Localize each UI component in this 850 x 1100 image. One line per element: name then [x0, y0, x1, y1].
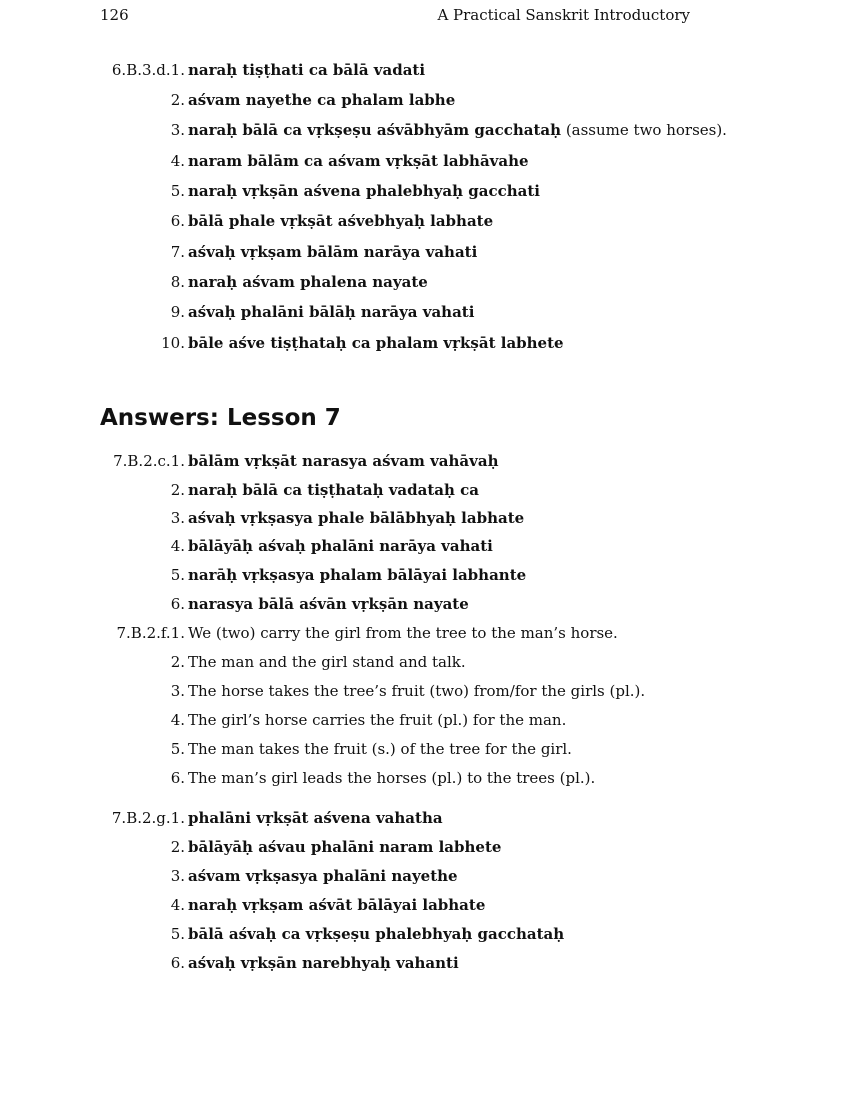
item-number: 3.	[170, 867, 185, 885]
sanskrit-answer: naram bālām ca aśvam vṛkṣāt labhāvahe	[188, 152, 529, 170]
english-answer: We (two) carry the girl from the tree to the man’s horse.	[188, 624, 618, 642]
sanskrit-answer: bālāyāḥ aśvaḥ phalāni narāya vahati	[188, 537, 493, 555]
sanskrit-answer: aśvam vṛkṣasya phalāni nayethe	[188, 867, 458, 885]
item-number: 6.	[170, 954, 185, 972]
sanskrit-answer: naraḥ vṛkṣān aśvena phalebhyaḥ gacchati	[188, 182, 540, 200]
sanskrit-answer: bālāyāḥ aśvau phalāni naram labhete	[188, 838, 502, 856]
english-answer: The man takes the fruit (s.) of the tree for the girl.	[188, 740, 572, 758]
sanskrit-answer: aśvam nayethe ca phalam labhe	[188, 91, 456, 109]
item-number: 3.	[170, 509, 185, 527]
item-number: 4.	[170, 711, 185, 729]
item-number: 8.	[170, 273, 185, 291]
sanskrit-answer: narasya bālā aśvān vṛkṣān nayate	[188, 595, 469, 613]
sanskrit-answer: aśvaḥ vṛkṣasya phale bālābhyaḥ labhate	[188, 509, 525, 527]
page-number: 126	[100, 6, 129, 24]
lesson-7-heading: Answers: Lesson 7	[100, 405, 341, 431]
sanskrit-answer: naraḥ bālā ca vṛkṣeṣu aśvābhyām gacchataḥ	[188, 121, 562, 139]
sanskrit-answer: naraḥ vṛkṣam aśvāt bālāyai labhate	[188, 896, 486, 914]
sanskrit-answer: aśvaḥ phalāni bālāḥ narāya vahati	[188, 303, 475, 321]
sanskrit-answer: aśvaḥ vṛkṣān narebhyaḥ vahanti	[188, 954, 459, 972]
running-title: A Practical Sanskrit Introductory	[437, 6, 690, 24]
item-number: 4.	[170, 896, 185, 914]
answer-with-note	[188, 119, 727, 141]
sanskrit-answer: phalāni vṛkṣāt aśvena vahatha	[188, 809, 443, 827]
item-number: 6.	[170, 595, 185, 613]
sanskrit-answer: naraḥ aśvam phalena nayate	[188, 273, 428, 291]
sanskrit-answer: naraḥ tiṣṭhati ca bālā vadati	[188, 61, 426, 79]
item-number: 10.	[161, 334, 185, 352]
sanskrit-answer: bālā phale vṛkṣāt aśvebhyaḥ labhate	[188, 212, 494, 230]
item-number: 7.B.2.f.1.	[116, 624, 185, 642]
item-number: 7.	[170, 243, 185, 261]
item-number: 7.B.2.g.1.	[111, 809, 185, 827]
sanskrit-answer: naraḥ bālā ca tiṣṭhataḥ vadataḥ ca	[188, 481, 479, 499]
sanskrit-answer: bāle aśve tiṣṭhataḥ ca phalam vṛkṣāt labhete	[188, 334, 564, 352]
item-number: 2.	[170, 91, 185, 109]
item-number: 5.	[170, 925, 185, 943]
item-number: 6.B.3.d.1.	[111, 61, 185, 79]
sanskrit-answer: aśvaḥ vṛkṣam bālām narāya vahati	[188, 243, 478, 261]
sanskrit-answer: narāḥ vṛkṣasya phalam bālāyai labhante	[188, 566, 527, 584]
item-number: 2.	[170, 838, 185, 856]
item-number: 2.	[170, 481, 185, 499]
english-answer: The man’s girl leads the horses (pl.) to the trees (pl.).	[188, 769, 596, 787]
answer-note: (assume two horses).	[561, 121, 727, 139]
item-number: 5.	[170, 740, 185, 758]
english-answer: The man and the girl stand and talk.	[188, 653, 466, 671]
item-number: 5.	[170, 566, 185, 584]
sanskrit-answer: bālā aśvaḥ ca vṛkṣeṣu phalebhyaḥ gacchataḥ	[188, 925, 565, 943]
english-answer: The horse takes the tree’s fruit (two) from/for the girls (pl.).	[188, 682, 646, 700]
item-number: 3.	[170, 121, 185, 139]
sanskrit-answer: bālām vṛkṣāt narasya aśvam vahāvaḥ	[188, 452, 499, 470]
item-number: 9.	[170, 303, 185, 321]
item-number: 3.	[170, 682, 185, 700]
item-number: 2.	[170, 653, 185, 671]
item-number: 7.B.2.c.1.	[113, 452, 185, 470]
item-number: 5.	[170, 182, 185, 200]
item-number: 6.	[170, 769, 185, 787]
item-number: 6.	[170, 212, 185, 230]
item-number: 4.	[170, 152, 185, 170]
english-answer: The girl’s horse carries the fruit (pl.) for the man.	[188, 711, 567, 729]
item-number: 4.	[170, 537, 185, 555]
